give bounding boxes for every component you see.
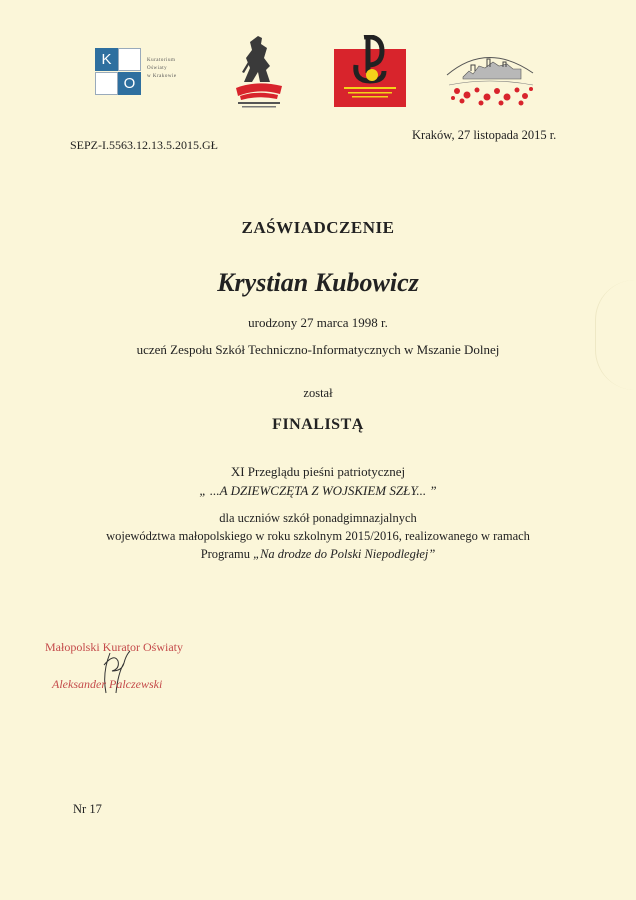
stamp-name: Aleksander Palczewski bbox=[52, 677, 163, 691]
logo-text-line: Oświaty bbox=[147, 66, 168, 71]
logo-text-line: w Krakowie bbox=[147, 74, 177, 79]
document-title: ZAŚWIADCZENIE bbox=[241, 218, 395, 237]
description-line-2: województwa małopolskiego w roku szkolnym 2015/2016, realizowanego w ramach bbox=[106, 529, 530, 543]
stamp-title: Małopolski Kurator Oświaty bbox=[45, 640, 183, 654]
handwritten-signature bbox=[80, 635, 150, 705]
kuratorium-logo bbox=[93, 45, 203, 101]
castle-poppies-logo bbox=[443, 45, 538, 107]
program-name: „Na drodze do Polski Niepodległej” bbox=[253, 547, 436, 561]
logo-text-line: Kuratorium bbox=[147, 58, 176, 63]
award-title: FINALISTĄ bbox=[272, 416, 364, 433]
certificate-number: Nr 17 bbox=[73, 802, 102, 816]
became-text: został bbox=[303, 386, 333, 400]
logo-blank-square bbox=[95, 72, 118, 95]
birth-date: urodzony 27 marca 1998 r. bbox=[248, 315, 388, 330]
reference-number: SEPZ-I.5563.12.13.5.2015.GŁ bbox=[70, 138, 218, 152]
polska-walczaca-logo bbox=[334, 35, 406, 107]
program-prefix: Programu bbox=[200, 547, 254, 561]
logo-blank-square bbox=[118, 48, 141, 71]
place-and-date: Kraków, 27 listopada 2015 r. bbox=[412, 128, 557, 142]
logo-text bbox=[147, 57, 177, 81]
soldier-monument-logo bbox=[228, 32, 290, 112]
school-line: uczeń Zespołu Szkół Techniczno-Informatycznych w Mszanie Dolnej bbox=[136, 342, 500, 357]
recipient-name: Krystian Kubowicz bbox=[217, 268, 419, 297]
logo-o-square: O bbox=[118, 72, 141, 95]
description-line-3 bbox=[0, 547, 636, 562]
description-line-1: dla uczniów szkół ponadgimnazjalnych bbox=[219, 511, 417, 525]
logo-k-square: K bbox=[95, 48, 118, 71]
event-name: XI Przeglądu pieśni patriotycznej bbox=[230, 464, 406, 479]
song-title: „ ...A DZIEWCZĘTA Z WOJSKIEM SZŁY... ” bbox=[199, 483, 437, 498]
